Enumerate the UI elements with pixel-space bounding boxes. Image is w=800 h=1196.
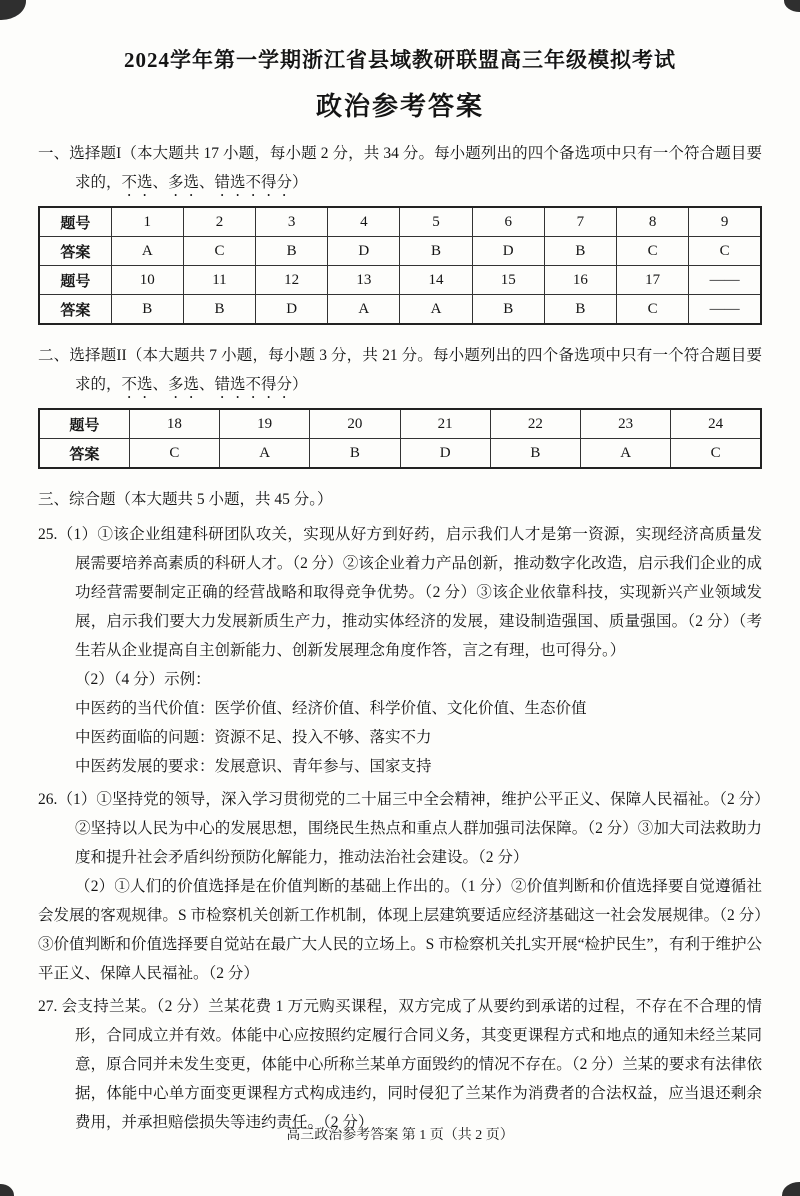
answer-table-row (39, 207, 761, 237)
answer-cell: 17 (617, 266, 689, 295)
row-label-cell: 题号 (39, 266, 111, 295)
q25-answer-tcm-value-line: 中医药的当代价值：医学价值、经济价值、科学价值、文化价值、生态价值 (75, 700, 587, 717)
answer-cell: B (400, 237, 472, 266)
answer-cell: —— (689, 295, 761, 325)
section2-answer-table (38, 408, 762, 469)
q25-answer-part1: 25.（1）①该企业组建科研团队攻关，实现从好方到好药，启示我们人才是第一资源，实现经济高质量发展需要培养高素质的科研人才。（2 分）②该企业着力产品创新，推动数字化改造，启示我们企业的成功经营需要制定正确的经营战略和取得竞争优势。（2 分）③该企业依靠科技，实现新兴产业领域发展，启示我们要大力发展新质生产力，推动实体经济的发展，建设制造强国、质量强国。（2 分）（考生若从企业提高自主创新能力、创新发展理念角度作答，言之有理，也可得分。） (38, 526, 762, 659)
answer-cell: D (472, 237, 544, 266)
section1-answer-table-body (39, 207, 761, 324)
q25-answer-part2-label: （2）（4 分）示例： (75, 671, 211, 688)
row-label-cell: 答案 (39, 295, 111, 325)
answer-cell: 23 (581, 409, 671, 439)
section1-heading-emphasized-text: 不选、多选、错选不得分 (121, 174, 293, 191)
answer-cell: B (256, 237, 328, 266)
section1-answer-table (38, 206, 762, 325)
answer-cell: 21 (400, 409, 490, 439)
answer-cell: B (544, 295, 616, 325)
answer-cell: 2 (183, 207, 255, 237)
answer-cell: C (617, 295, 689, 325)
section1-heading (38, 139, 762, 200)
q25-answer-tcm-requirements-line: 中医药发展的要求：发展意识、青年参与、国家支持 (75, 758, 432, 775)
row-label-cell: 题号 (39, 207, 111, 237)
answer-cell: 4 (328, 207, 400, 237)
page-footer: 高三政治参考答案 第 1 页（共 2 页） (286, 1128, 514, 1143)
answer-cell: B (111, 295, 183, 325)
answer-cell: D (256, 295, 328, 325)
answer-cell: 19 (220, 409, 310, 439)
answer-cell: B (472, 295, 544, 325)
answer-cell: 18 (129, 409, 219, 439)
section1-heading-close: ） (292, 174, 308, 191)
answer-cell: B (490, 439, 580, 469)
section2-heading-emphasized-text: 不选、多选、错选不得分 (121, 376, 293, 393)
scan-corner-artifact (0, 1184, 14, 1196)
answer-cell: 22 (490, 409, 580, 439)
answer-table-row (39, 266, 761, 295)
answer-cell: 9 (689, 207, 761, 237)
answer-cell: C (183, 237, 255, 266)
answer-cell: 15 (472, 266, 544, 295)
answer-cell: 13 (328, 266, 400, 295)
answer-cell: 6 (472, 207, 544, 237)
answer-cell: 24 (671, 409, 761, 439)
answer-key-title: 政治参考答案 (315, 92, 484, 121)
q25-answer-tcm-problems-line: 中医药面临的问题：资源不足、投入不够、落实不力 (75, 729, 432, 746)
section2-heading (38, 341, 762, 402)
answer-cell: A (220, 439, 310, 469)
q26-answer-part2: （2）①人们的价值选择是在价值判断的基础上作出的。（1 分）②价值判断和价值选择要自觉遵循社会发展的客观规律。S 市检察机关创新工作机制，体现上层建筑要适应经济基础这一社会发展规律。（2 分）③价值判断和价值选择要自觉站在最广大人民的立场上。S 市检察机关扎实开展“检护民生”，有利于维护公平正义、保障人民福祉。（2 分） (38, 878, 762, 982)
answer-cell: 20 (310, 409, 400, 439)
answer-cell: B (310, 439, 400, 469)
answer-cell: 11 (183, 266, 255, 295)
row-label-cell: 答案 (39, 439, 129, 469)
answer-cell: A (328, 295, 400, 325)
answer-cell: 3 (256, 207, 328, 237)
answer-cell: C (129, 439, 219, 469)
answer-cell: B (183, 295, 255, 325)
answer-cell: 8 (617, 207, 689, 237)
answer-table-row (39, 409, 761, 439)
answer-cell: 5 (400, 207, 472, 237)
q27-answer: 27. 会支持兰某。（2 分）兰某花费 1 万元购买课程，双方完成了从要约到承诺的过程，不存在不合理的情形，合同成立并有效。体能中心应按照约定履行合同义务，其变更课程方式和地点的通知未经兰某同意，原合同并未发生变更，体能中心所称兰某单方面毁约的情况不存在。（2 分）兰某的要求有法律依据，体能中心单方面变更课程方式构成违约，同时侵犯了兰某作为消费者的合法权益，应当退还剩余费用，并承担赔偿损失等违约责任。（2 分） (38, 998, 762, 1131)
answer-cell: D (328, 237, 400, 266)
answer-table-row (39, 237, 761, 266)
section2-answer-table-body (39, 409, 761, 468)
answer-table-row (39, 439, 761, 469)
answer-cell: 16 (544, 266, 616, 295)
scan-corner-artifact (782, 1182, 800, 1196)
q26-answer-part1: 26.（1）①坚持党的领导，深入学习贯彻党的二十届三中全会精神，维护公平正义、保障人民福祉。（2 分）②坚持以人民为中心的发展思想，围绕民生热点和重点人群加强司法保障。（2 分）③加大司法救助力度和提升社会矛盾纠纷预防化解能力，推动法治社会建设。（2 分） (38, 791, 762, 866)
exam-title: 2024学年第一学期浙江省县域教研联盟高三年级模拟考试 (124, 48, 676, 72)
answer-cell: 1 (111, 207, 183, 237)
section2-heading-close: ） (292, 376, 308, 393)
answer-cell: C (689, 237, 761, 266)
answer-cell: C (671, 439, 761, 469)
answer-cell: 12 (256, 266, 328, 295)
answer-cell: D (400, 439, 490, 469)
section3-heading: 三、综合题（本大题共 5 小题，共 45 分。） (38, 491, 333, 508)
answer-cell: A (111, 237, 183, 266)
answer-cell: 10 (111, 266, 183, 295)
answer-table-row (39, 295, 761, 325)
answer-cell: C (617, 237, 689, 266)
answer-cell: A (581, 439, 671, 469)
row-label-cell: 答案 (39, 237, 111, 266)
section2-heading-text: 二、选择题II（本大题共 7 小题，每小题 3 分，共 21 分。每小题列出的四个备选项中只有一个符合题目要求的， (38, 347, 762, 393)
answer-cell: 7 (544, 207, 616, 237)
answer-cell: B (544, 237, 616, 266)
row-label-cell: 题号 (39, 409, 129, 439)
answer-cell: —— (689, 266, 761, 295)
section1-heading-text: 一、选择题I（本大题共 17 小题，每小题 2 分，共 34 分。每小题列出的四个备选项中只有一个符合题目要求的， (38, 145, 762, 191)
answer-cell: 14 (400, 266, 472, 295)
answer-cell: A (400, 295, 472, 325)
